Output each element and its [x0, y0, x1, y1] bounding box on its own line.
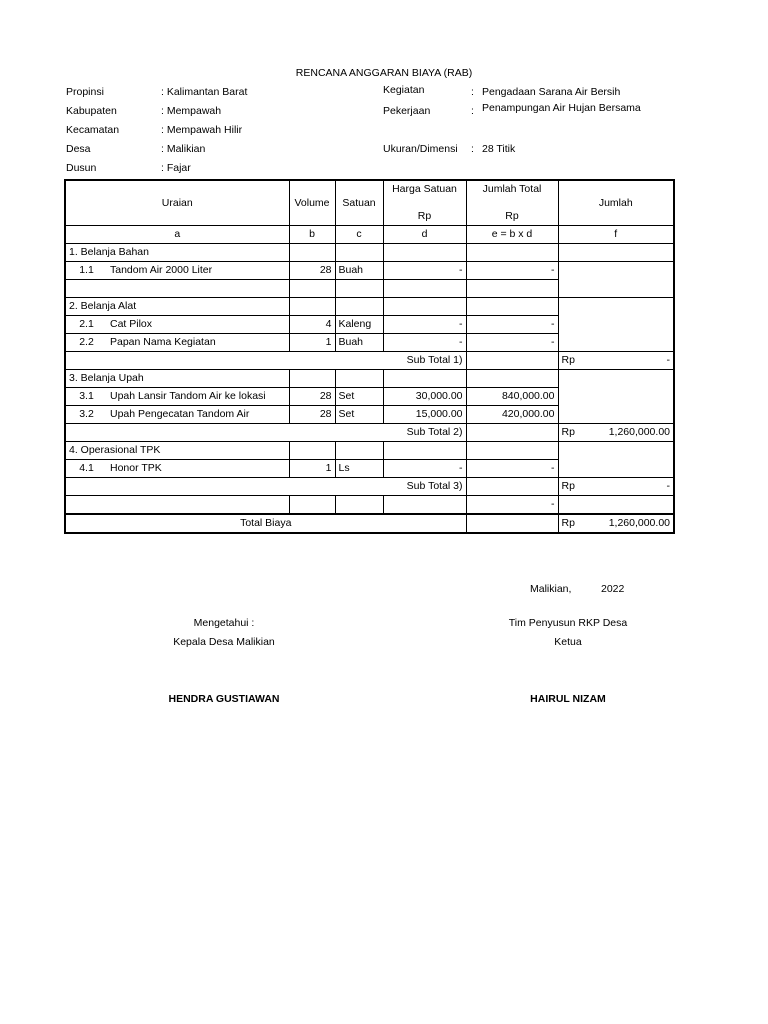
item-price: - [383, 262, 466, 280]
blank-row [65, 496, 674, 515]
item-name: Papan Nama Kegiatan [107, 334, 289, 352]
header-volume: Volume [289, 180, 335, 226]
info-sep-ukuran: : [471, 143, 474, 155]
item-total: 420,000.00 [466, 406, 558, 424]
letter-f: f [558, 226, 674, 244]
item-name: Cat Pilox [107, 316, 289, 334]
letter-row [65, 226, 674, 244]
item-price: - [383, 334, 466, 352]
signature-place: Malikian, [530, 583, 572, 595]
header-satuan: Satuan [335, 180, 383, 226]
rab-table [64, 179, 675, 534]
info-label-propinsi: Propinsi [66, 86, 104, 98]
item-unit: Buah [335, 334, 383, 352]
item-volume: 1 [289, 334, 335, 352]
item-no: 2.2 [65, 334, 107, 352]
signature-left-name: HENDRA GUSTIAWAN [168, 693, 280, 705]
header-harga-satuan [383, 180, 466, 226]
subtotal-currency: Rp [561, 354, 575, 366]
subtotal-currency: Rp [561, 480, 575, 492]
item-total: - [466, 334, 558, 352]
letter-d: d [383, 226, 466, 244]
signature-right-line1: Tim Penyusun RKP Desa [508, 617, 628, 629]
signature-year: 2022 [601, 583, 625, 595]
item-total: 840,000.00 [466, 388, 558, 406]
letter-a: a [65, 226, 289, 244]
item-no: 2.1 [65, 316, 107, 334]
info-label-pekerjaan: Pekerjaan [383, 105, 431, 117]
header-jumlah-total [466, 180, 558, 226]
item-price: - [383, 316, 466, 334]
section-row [65, 244, 674, 262]
item-price: - [383, 460, 466, 478]
item-unit: Set [335, 388, 383, 406]
info-label-desa: Desa [66, 143, 91, 155]
item-volume: 28 [289, 388, 335, 406]
subtotal-value: 1,260,000.00 [608, 426, 670, 438]
item-unit: Set [335, 406, 383, 424]
table-header-row [65, 180, 674, 226]
info-label-kabupaten: Kabupaten [66, 105, 117, 117]
subtotal-currency: Rp [561, 426, 575, 438]
info-label-kecamatan: Kecamatan [66, 124, 120, 136]
item-unit: Buah [335, 262, 383, 280]
info-value-ukuran: 28 Titik [482, 143, 516, 155]
item-no: 1.1 [65, 262, 107, 280]
item-total: - [466, 316, 558, 334]
subtotal-row [65, 478, 674, 496]
info-label-kegiatan: Kegiatan [383, 84, 425, 96]
total-row [65, 514, 674, 533]
section-row [65, 442, 674, 460]
signature-right-line2: Ketua [554, 636, 582, 648]
signature-right-name: HAIRUL NIZAM [530, 693, 606, 705]
info-value-desa: : Malikian [161, 143, 206, 155]
section-title: 1. Belanja Bahan [65, 244, 289, 262]
subtotal-value: - [666, 354, 670, 366]
section-row [65, 370, 674, 388]
item-volume: 1 [289, 460, 335, 478]
info-value-kabupaten: : Mempawah [161, 105, 222, 117]
section-row [65, 298, 674, 316]
header-jumlah-total-rp: Rp [505, 210, 519, 222]
item-price: 30,000.00 [383, 388, 466, 406]
subtotal-value: - [666, 480, 670, 492]
letter-e: e = b x d [466, 226, 558, 244]
subtotal-label: Sub Total 3) [65, 478, 466, 496]
info-sep-kegiatan: : [471, 86, 474, 98]
item-no: 3.1 [65, 388, 107, 406]
total-currency: Rp [561, 517, 575, 529]
info-value-pekerjaan: Penampungan Air Hujan Bersama [482, 102, 641, 114]
subtotal-row [65, 424, 674, 442]
info-label-ukuran: Ukuran/Dimensi [383, 143, 458, 155]
item-unit: Ls [335, 460, 383, 478]
item-volume: 28 [289, 406, 335, 424]
document-title: RENCANA ANGGARAN BIAYA (RAB) [295, 67, 473, 79]
info-value-dusun: : Fajar [161, 162, 191, 174]
subtotal-label: Sub Total 1) [65, 352, 466, 370]
info-label-dusun: Dusun [66, 162, 97, 174]
header-jumlah-total-label: Jumlah Total [482, 183, 542, 195]
signature-left-line1: Mengetahui : [193, 617, 255, 629]
header-harga-satuan-rp: Rp [417, 210, 432, 222]
item-volume: 4 [289, 316, 335, 334]
header-uraian: Uraian [65, 180, 289, 226]
item-name: Upah Pengecatan Tandom Air [107, 406, 289, 424]
info-value-propinsi: : Kalimantan Barat [161, 86, 248, 98]
subtotal-amount [558, 478, 674, 496]
blank-row-total: - [466, 496, 558, 515]
item-name: Tandom Air 2000 Liter [107, 262, 289, 280]
header-jumlah: Jumlah [558, 180, 674, 226]
section-title: 2. Belanja Alat [65, 298, 289, 316]
total-label: Total Biaya [65, 514, 466, 533]
info-value-kecamatan: : Mempawah Hilir [161, 124, 243, 136]
item-total: - [466, 262, 558, 280]
total-amount [558, 514, 674, 533]
section-title: 4. Operasional TPK [65, 442, 289, 460]
section-title: 3. Belanja Upah [65, 370, 289, 388]
item-name: Upah Lansir Tandom Air ke lokasi [107, 388, 289, 406]
signature-left-line2: Kepala Desa Malikian [173, 636, 275, 648]
letter-b: b [289, 226, 335, 244]
item-price: 15,000.00 [383, 406, 466, 424]
subtotal-amount [558, 424, 674, 442]
info-sep-pekerjaan: : [471, 105, 474, 117]
subtotal-amount [558, 352, 674, 370]
info-value-kegiatan: Pengadaan Sarana Air Bersih [482, 86, 621, 98]
item-total: - [466, 460, 558, 478]
letter-c: c [335, 226, 383, 244]
header-harga-satuan-label: Harga Satuan [392, 183, 457, 195]
total-value: 1,260,000.00 [608, 517, 670, 529]
item-no: 4.1 [65, 460, 107, 478]
item-volume: 28 [289, 262, 335, 280]
item-no: 3.2 [65, 406, 107, 424]
item-name: Honor TPK [107, 460, 289, 478]
subtotal-row [65, 352, 674, 370]
item-unit: Kaleng [335, 316, 383, 334]
table-row [65, 262, 674, 280]
subtotal-label: Sub Total 2) [65, 424, 466, 442]
